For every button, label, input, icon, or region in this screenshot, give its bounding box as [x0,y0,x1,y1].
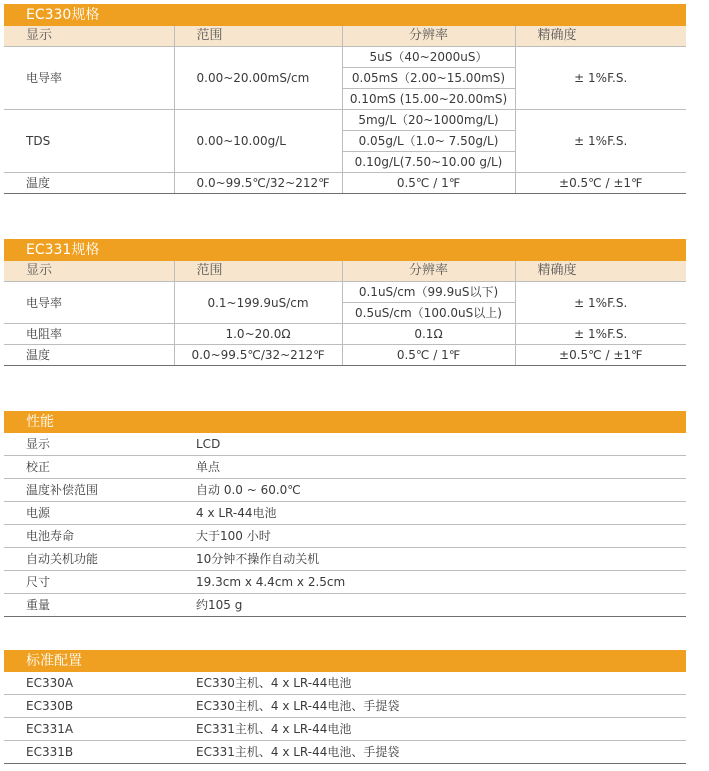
table-row [4,718,686,741]
table-row [4,571,686,594]
header-range: 范围 [174,261,342,282]
table-row [4,525,686,548]
resolution-value: 5uS（40~2000uS） [342,47,515,68]
ec330-header-row [4,26,686,47]
table-row [4,594,686,617]
resolution-value: 0.5℃ / 1℉ [342,173,515,194]
model-contents: EC330主机、4 x LR-44电池、手提袋 [174,695,686,718]
header-resolution: 分辨率 [342,26,515,47]
model-contents: EC330主机、4 x LR-44电池 [174,672,686,695]
header-display: 显示 [4,261,174,282]
header-resolution: 分辨率 [342,261,515,282]
resolution-value: 0.5℃ / 1℉ [342,345,515,366]
performance-table [4,433,686,617]
range-value: 0.00~10.00g/L [174,110,342,173]
spec-value: 自动 0.0 ~ 60.0℃ [174,479,686,502]
range-value: 1.0~20.0Ω [174,324,342,345]
model-label: EC331A [4,718,174,741]
range-value: 0.1~199.9uS/cm [174,282,342,324]
resolution-value: 0.10g/L(7.50~10.00 g/L) [342,152,515,173]
header-accuracy: 精确度 [515,26,686,47]
accuracy-value: ±0.5℃ / ±1℉ [515,173,686,194]
resolution-value: 0.5uS/cm（100.0uS以上) [342,303,515,324]
table-row [4,672,686,695]
model-label: EC331B [4,741,174,764]
range-value: 0.0~99.5℃/32~212℉ [174,345,342,366]
header-range: 范围 [174,26,342,47]
table-row [4,173,686,194]
range-value: 0.0~99.5℃/32~212℉ [174,173,342,194]
spec-value: 单点 [174,456,686,479]
row-label: 电导率 [4,47,174,110]
ec330-title: EC330规格 [4,4,686,26]
row-label: 电阻率 [4,324,174,345]
resolution-value: 0.05mS（2.00~15.00mS) [342,68,515,89]
accuracy-value: ± 1%F.S. [515,282,686,324]
table-row [4,324,686,345]
spec-label: 校正 [4,456,174,479]
row-label: 温度 [4,173,174,194]
table-row [4,110,686,131]
accuracy-value: ± 1%F.S. [515,110,686,173]
spec-value: 大于100 小时 [174,525,686,548]
ec330-table [4,26,686,194]
spec-label: 自动关机功能 [4,548,174,571]
ec331-section [4,239,686,366]
resolution-value: 0.1Ω [342,324,515,345]
ec331-table [4,261,686,366]
standard-config-title: 标准配置 [4,650,686,672]
model-label: EC330A [4,672,174,695]
spec-label: 电池寿命 [4,525,174,548]
spec-value: 10分钟不操作自动关机 [174,548,686,571]
resolution-value: 0.10mS (15.00~20.00mS) [342,89,515,110]
resolution-value: 0.1uS/cm（99.9uS以下) [342,282,515,303]
spec-value: 4 x LR-44电池 [174,502,686,525]
ec331-header-row [4,261,686,282]
row-label: 温度 [4,345,174,366]
model-label: EC330B [4,695,174,718]
ec330-section [4,4,686,194]
spec-value: 19.3cm x 4.4cm x 2.5cm [174,571,686,594]
resolution-value: 5mg/L（20~1000mg/L) [342,110,515,131]
spec-value: LCD [174,433,686,456]
performance-section [4,411,686,617]
table-row [4,741,686,764]
table-row [4,695,686,718]
row-label: 电导率 [4,282,174,324]
table-row [4,345,686,366]
standard-config-section [4,650,686,764]
row-label: TDS [4,110,174,173]
table-row [4,502,686,525]
spec-label: 温度补偿范围 [4,479,174,502]
range-value: 0.00~20.00mS/cm [174,47,342,110]
model-contents: EC331主机、4 x LR-44电池 [174,718,686,741]
performance-title: 性能 [4,411,686,433]
accuracy-value: ±0.5℃ / ±1℉ [515,345,686,366]
table-row [4,548,686,571]
spec-label: 显示 [4,433,174,456]
spec-value: 约105 g [174,594,686,617]
table-row [4,282,686,303]
spec-label: 尺寸 [4,571,174,594]
accuracy-value: ± 1%F.S. [515,324,686,345]
resolution-value: 0.05g/L（1.0~ 7.50g/L) [342,131,515,152]
ec331-title: EC331规格 [4,239,686,261]
model-contents: EC331主机、4 x LR-44电池、手提袋 [174,741,686,764]
header-accuracy: 精确度 [515,261,686,282]
spec-label: 电源 [4,502,174,525]
header-display: 显示 [4,26,174,47]
spec-label: 重量 [4,594,174,617]
table-row [4,479,686,502]
table-row [4,433,686,456]
table-row [4,47,686,68]
standard-config-table [4,672,686,764]
accuracy-value: ± 1%F.S. [515,47,686,110]
table-row [4,456,686,479]
